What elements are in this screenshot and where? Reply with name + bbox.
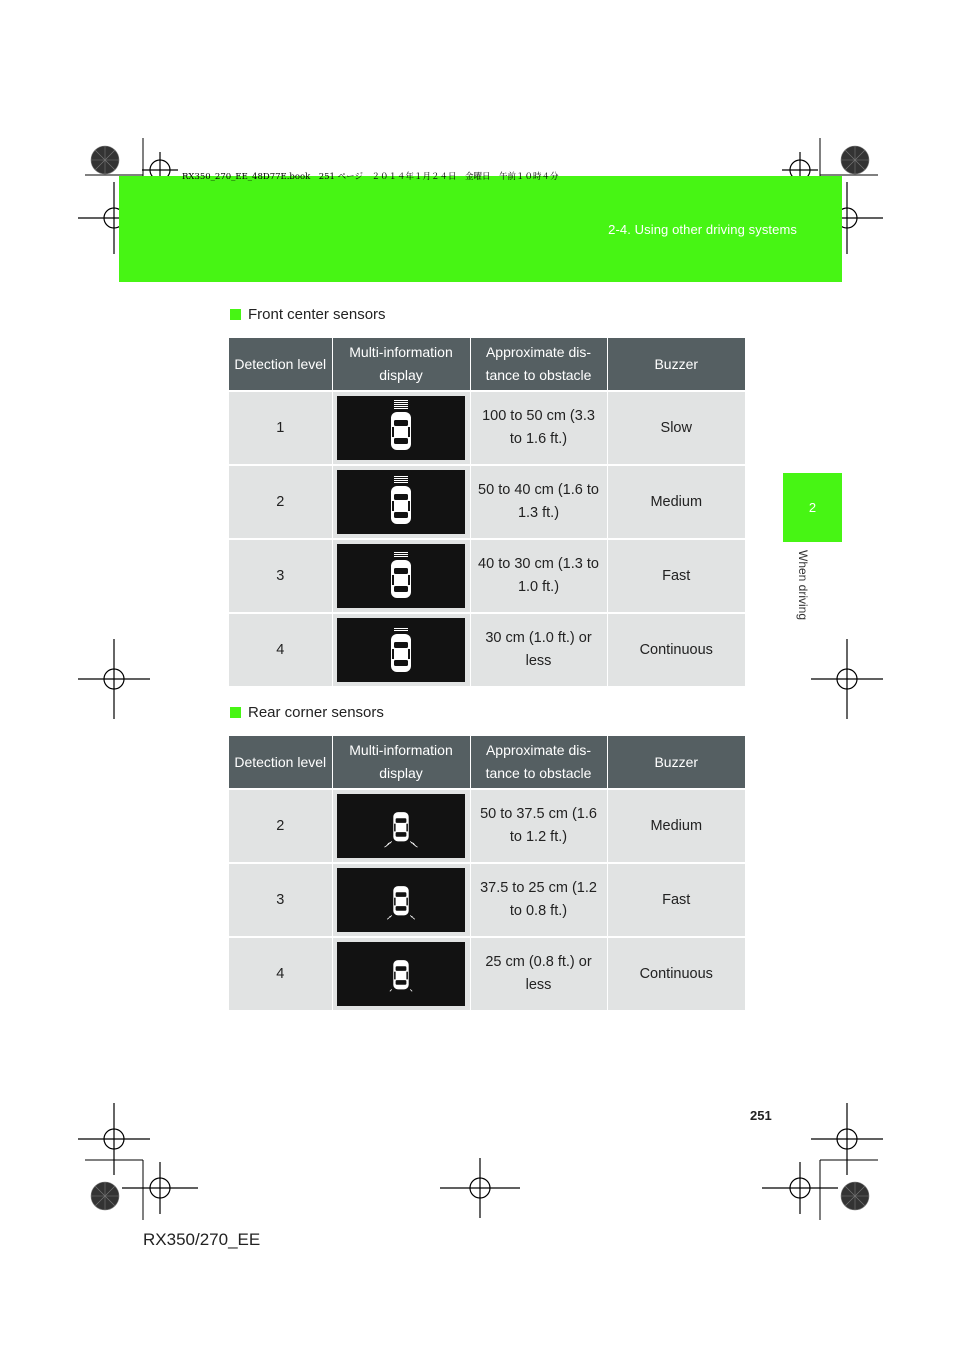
detection-level-cell: 2: [229, 789, 332, 863]
display-cell: [332, 613, 470, 687]
buzzer-cell: Medium: [607, 465, 745, 539]
car-top-view-icon: [381, 870, 421, 930]
multi-information-display: [337, 942, 465, 1006]
distance-cell: 50 to 37.5 cm (1.6 to 1.2 ft.): [470, 789, 607, 863]
buzzer-cell: Slow: [607, 391, 745, 465]
table-row: [229, 937, 745, 1011]
table-row: [229, 863, 745, 937]
front-center-sensor-table: [229, 338, 745, 688]
table-header-row: [229, 338, 745, 391]
detection-level-cell: 4: [229, 613, 332, 687]
table-row: [229, 539, 745, 613]
col-header-detection-level: Detection level: [229, 338, 332, 391]
car-top-view-icon: [381, 472, 421, 532]
book-file-info: RX350_270_EE_48D77E.book 251 ページ ２０１４年１月２４日 金曜日 午前１０時４分: [182, 172, 559, 182]
car-top-view-icon: [381, 796, 421, 856]
distance-cell: 50 to 40 cm (1.6 to 1.3 ft.): [470, 465, 607, 539]
display-cell: [332, 937, 470, 1011]
buzzer-cell: Fast: [607, 863, 745, 937]
buzzer-cell: Continuous: [607, 937, 745, 1011]
bullet-square-icon: [230, 707, 241, 718]
buzzer-cell: Medium: [607, 789, 745, 863]
distance-cell: 37.5 to 25 cm (1.2 to 0.8 ft.): [470, 863, 607, 937]
rear-corner-sensor-table: [229, 736, 745, 1012]
model-code: RX350/270_EE: [143, 1230, 261, 1249]
buzzer-cell: Continuous: [607, 613, 745, 687]
buzzer-cell: Fast: [607, 539, 745, 613]
display-cell: [332, 863, 470, 937]
table-row: [229, 613, 745, 687]
rear-corner-sensors-title: [230, 704, 384, 721]
table-header-row: [229, 736, 745, 789]
multi-information-display: [337, 396, 465, 460]
car-top-view-icon: [381, 546, 421, 606]
col-header-distance: Approximate dis- tance to obstacle: [470, 736, 607, 789]
multi-information-display: [337, 794, 465, 858]
detection-level-cell: 2: [229, 465, 332, 539]
table-row: [229, 391, 745, 465]
front-center-sensors-title: [230, 306, 386, 323]
chapter-label: When driving: [796, 550, 810, 621]
display-cell: [332, 539, 470, 613]
multi-information-display: [337, 470, 465, 534]
bullet-square-icon: [230, 309, 241, 320]
section-header-title: 2-4. Using other driving systems: [608, 222, 797, 237]
col-header-buzzer: Buzzer: [607, 736, 745, 789]
table-row: [229, 465, 745, 539]
front-center-title-text: Front center sensors: [248, 306, 386, 323]
multi-information-display: [337, 618, 465, 682]
distance-cell: 40 to 30 cm (1.3 to 1.0 ft.): [470, 539, 607, 613]
display-cell: [332, 789, 470, 863]
table-row: [229, 789, 745, 863]
distance-cell: 100 to 50 cm (3.3 to 1.6 ft.): [470, 391, 607, 465]
detection-level-cell: 3: [229, 863, 332, 937]
col-header-display: Multi-information display: [332, 736, 470, 789]
detection-level-cell: 1: [229, 391, 332, 465]
chapter-tab: [783, 473, 842, 542]
col-header-buzzer: Buzzer: [607, 338, 745, 391]
page-number: 251: [750, 1108, 772, 1123]
rear-corner-title-text: Rear corner sensors: [248, 704, 384, 721]
col-header-distance: Approximate dis- tance to obstacle: [470, 338, 607, 391]
multi-information-display: [337, 544, 465, 608]
car-top-view-icon: [381, 398, 421, 458]
detection-level-cell: 3: [229, 539, 332, 613]
distance-cell: 25 cm (0.8 ft.) or less: [470, 937, 607, 1011]
detection-level-cell: 4: [229, 937, 332, 1011]
col-header-display: Multi-information display: [332, 338, 470, 391]
car-top-view-icon: [381, 944, 421, 1004]
chapter-number: 2: [808, 500, 817, 515]
multi-information-display: [337, 868, 465, 932]
header-band: [119, 176, 842, 282]
distance-cell: 30 cm (1.0 ft.) or less: [470, 613, 607, 687]
display-cell: [332, 391, 470, 465]
col-header-detection-level: Detection level: [229, 736, 332, 789]
car-top-view-icon: [381, 620, 421, 680]
display-cell: [332, 465, 470, 539]
